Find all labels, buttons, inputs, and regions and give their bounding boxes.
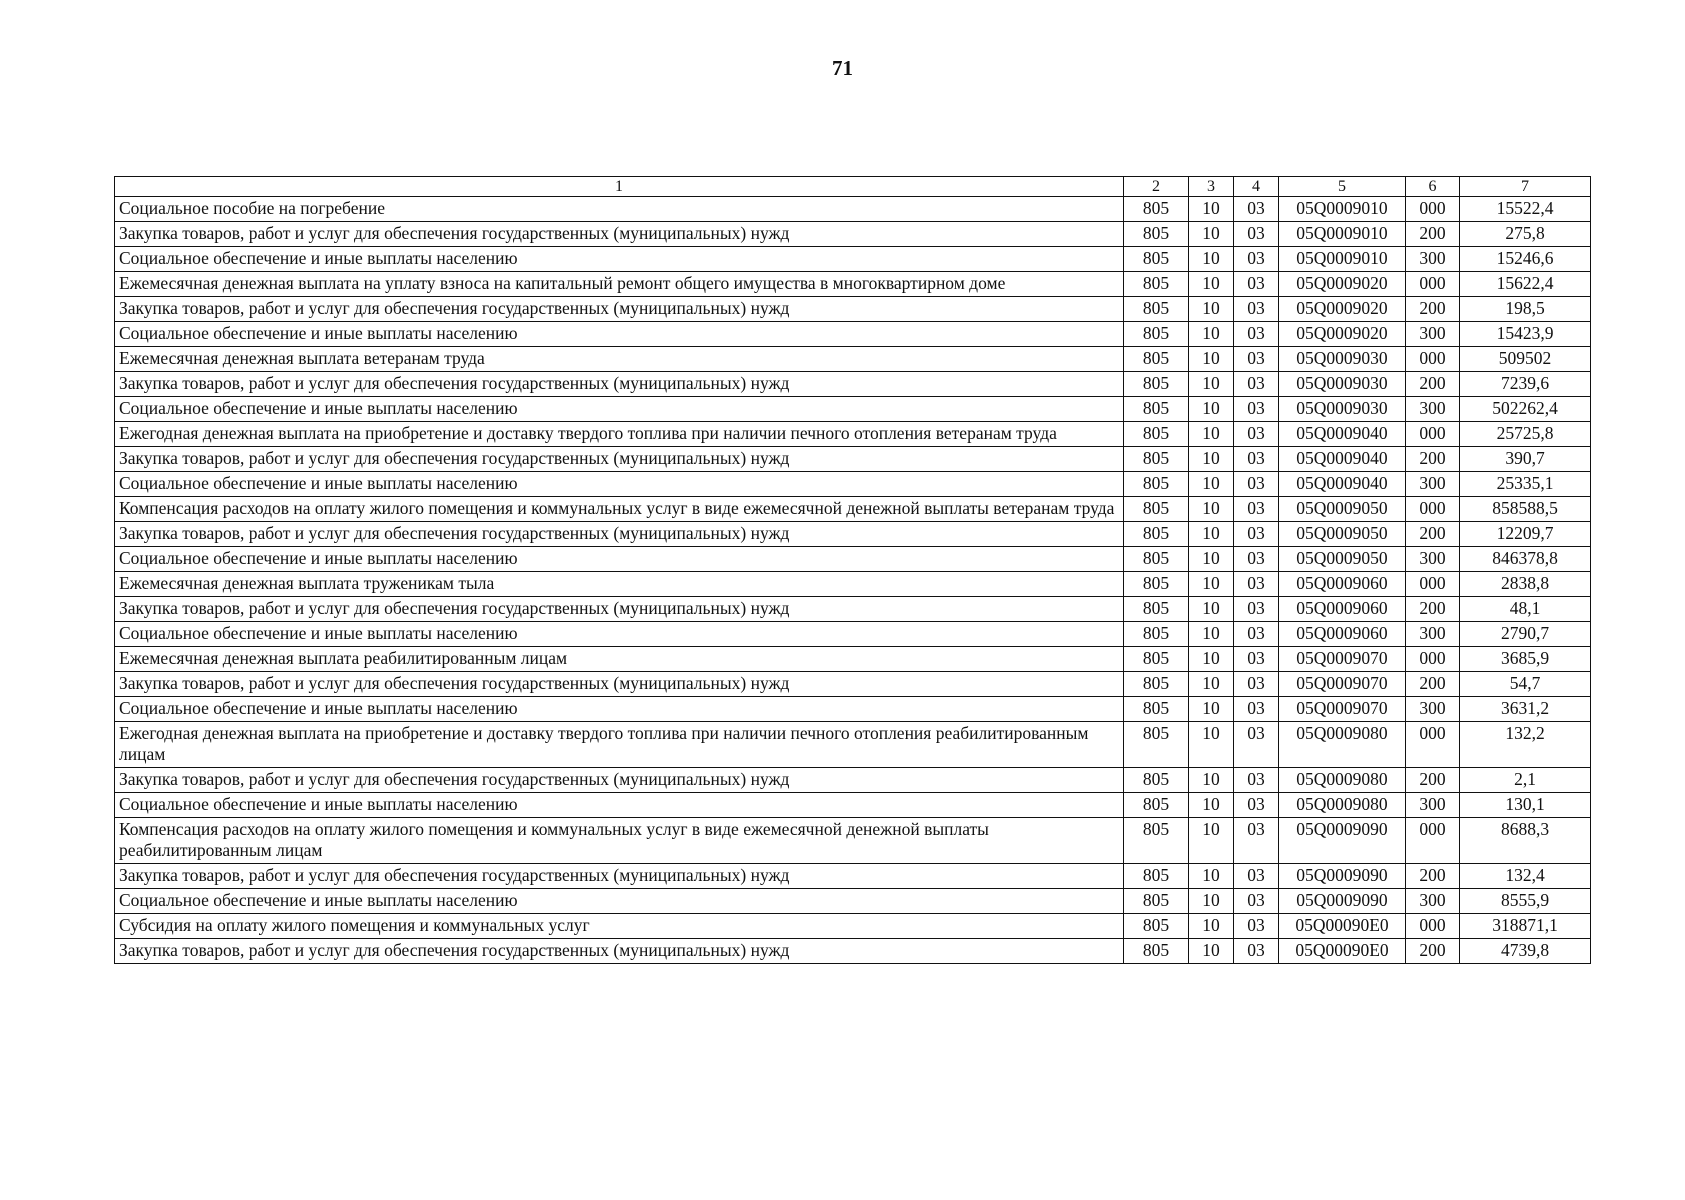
row-name-cell: Социальное обеспечение и иные выплаты населению (115, 622, 1124, 647)
row-code-cell: 805 (1124, 497, 1189, 522)
row-expense-type-cell: 200 (1406, 447, 1460, 472)
table-row (115, 818, 1591, 864)
column-header: 1 (115, 177, 1124, 197)
row-amount-cell: 25335,1 (1460, 472, 1591, 497)
row-expense-type-cell: 300 (1406, 247, 1460, 272)
row-target-article-cell: 05Q0009040 (1279, 472, 1406, 497)
row-amount-cell: 3685,9 (1460, 647, 1591, 672)
row-code-cell: 805 (1124, 472, 1189, 497)
row-amount-cell: 8555,9 (1460, 889, 1591, 914)
row-expense-type-cell: 300 (1406, 889, 1460, 914)
row-name-cell: Закупка товаров, работ и услуг для обеспечения государственных (муниципальных) нужд (115, 297, 1124, 322)
row-target-article-cell: 05Q0009010 (1279, 247, 1406, 272)
row-subsection-cell: 03 (1234, 522, 1279, 547)
row-subsection-cell: 03 (1234, 597, 1279, 622)
row-target-article-cell: 05Q0009050 (1279, 522, 1406, 547)
row-subsection-cell: 03 (1234, 793, 1279, 818)
row-name-cell: Социальное обеспечение и иные выплаты населению (115, 322, 1124, 347)
row-name-cell: Закупка товаров, работ и услуг для обеспечения государственных (муниципальных) нужд (115, 597, 1124, 622)
row-subsection-cell: 03 (1234, 722, 1279, 768)
row-target-article-cell: 05Q0009040 (1279, 422, 1406, 447)
row-code-cell: 805 (1124, 222, 1189, 247)
row-subsection-cell: 03 (1234, 422, 1279, 447)
row-subsection-cell: 03 (1234, 197, 1279, 222)
row-name-cell: Ежегодная денежная выплата на приобретение и доставку твердого топлива при наличии печного отопления реабилитированным лицам (115, 722, 1124, 768)
row-amount-cell: 846378,8 (1460, 547, 1591, 572)
row-expense-type-cell: 300 (1406, 322, 1460, 347)
row-section-cell: 10 (1189, 497, 1234, 522)
row-subsection-cell: 03 (1234, 768, 1279, 793)
row-code-cell: 805 (1124, 889, 1189, 914)
row-expense-type-cell: 300 (1406, 547, 1460, 572)
row-expense-type-cell: 000 (1406, 197, 1460, 222)
row-name-cell: Закупка товаров, работ и услуг для обеспечения государственных (муниципальных) нужд (115, 768, 1124, 793)
row-name-cell: Социальное обеспечение и иные выплаты населению (115, 247, 1124, 272)
row-name-cell: Социальное обеспечение и иные выплаты населению (115, 547, 1124, 572)
column-header: 4 (1234, 177, 1279, 197)
page-number: 71 (832, 56, 853, 80)
row-name-cell: Ежемесячная денежная выплата ветеранам труда (115, 347, 1124, 372)
row-expense-type-cell: 200 (1406, 222, 1460, 247)
row-expense-type-cell: 200 (1406, 522, 1460, 547)
row-name-cell: Закупка товаров, работ и услуг для обеспечения государственных (муниципальных) нужд (115, 372, 1124, 397)
row-amount-cell: 390,7 (1460, 447, 1591, 472)
row-amount-cell: 15522,4 (1460, 197, 1591, 222)
row-section-cell: 10 (1189, 372, 1234, 397)
row-name-cell: Ежемесячная денежная выплата на уплату взноса на капитальный ремонт общего имущества в многоквартирном доме (115, 272, 1124, 297)
row-name-cell: Закупка товаров, работ и услуг для обеспечения государственных (муниципальных) нужд (115, 447, 1124, 472)
table-row (115, 672, 1591, 697)
row-target-article-cell: 05Q0009050 (1279, 497, 1406, 522)
row-amount-cell: 509502 (1460, 347, 1591, 372)
row-code-cell: 805 (1124, 247, 1189, 272)
row-name-cell: Социальное обеспечение и иные выплаты населению (115, 793, 1124, 818)
row-section-cell: 10 (1189, 914, 1234, 939)
row-code-cell: 805 (1124, 572, 1189, 597)
row-amount-cell: 132,2 (1460, 722, 1591, 768)
table-row (115, 422, 1591, 447)
table-row (115, 547, 1591, 572)
row-subsection-cell: 03 (1234, 272, 1279, 297)
row-amount-cell: 54,7 (1460, 672, 1591, 697)
column-header: 7 (1460, 177, 1591, 197)
row-subsection-cell: 03 (1234, 818, 1279, 864)
row-expense-type-cell: 200 (1406, 297, 1460, 322)
row-target-article-cell: 05Q0009090 (1279, 864, 1406, 889)
table-row (115, 447, 1591, 472)
row-name-cell: Закупка товаров, работ и услуг для обеспечения государственных (муниципальных) нужд (115, 672, 1124, 697)
table-row (115, 497, 1591, 522)
row-subsection-cell: 03 (1234, 497, 1279, 522)
row-code-cell: 805 (1124, 939, 1189, 964)
table-row (115, 939, 1591, 964)
row-code-cell: 805 (1124, 272, 1189, 297)
row-code-cell: 805 (1124, 768, 1189, 793)
row-section-cell: 10 (1189, 397, 1234, 422)
row-subsection-cell: 03 (1234, 864, 1279, 889)
row-target-article-cell: 05Q0009070 (1279, 647, 1406, 672)
row-amount-cell: 858588,5 (1460, 497, 1591, 522)
table-row (115, 889, 1591, 914)
row-section-cell: 10 (1189, 622, 1234, 647)
table-row (115, 372, 1591, 397)
table-row (115, 597, 1591, 622)
row-name-cell: Закупка товаров, работ и услуг для обеспечения государственных (муниципальных) нужд (115, 939, 1124, 964)
row-subsection-cell: 03 (1234, 447, 1279, 472)
row-subsection-cell: 03 (1234, 297, 1279, 322)
column-header: 2 (1124, 177, 1189, 197)
row-name-cell: Социальное обеспечение и иные выплаты населению (115, 472, 1124, 497)
row-target-article-cell: 05Q00090E0 (1279, 939, 1406, 964)
row-amount-cell: 275,8 (1460, 222, 1591, 247)
table-row (115, 622, 1591, 647)
table-row (115, 768, 1591, 793)
row-expense-type-cell: 000 (1406, 347, 1460, 372)
row-name-cell: Закупка товаров, работ и услуг для обеспечения государственных (муниципальных) нужд (115, 522, 1124, 547)
row-amount-cell: 198,5 (1460, 297, 1591, 322)
row-amount-cell: 4739,8 (1460, 939, 1591, 964)
row-section-cell: 10 (1189, 547, 1234, 572)
row-code-cell: 805 (1124, 647, 1189, 672)
row-subsection-cell: 03 (1234, 347, 1279, 372)
row-section-cell: 10 (1189, 793, 1234, 818)
row-name-cell: Закупка товаров, работ и услуг для обеспечения государственных (муниципальных) нужд (115, 864, 1124, 889)
row-amount-cell: 2790,7 (1460, 622, 1591, 647)
row-subsection-cell: 03 (1234, 222, 1279, 247)
row-code-cell: 805 (1124, 372, 1189, 397)
row-subsection-cell: 03 (1234, 547, 1279, 572)
row-name-cell: Социальное обеспечение и иные выплаты населению (115, 697, 1124, 722)
table-row (115, 647, 1591, 672)
column-header: 6 (1406, 177, 1460, 197)
row-amount-cell: 25725,8 (1460, 422, 1591, 447)
row-target-article-cell: 05Q0009060 (1279, 572, 1406, 597)
row-target-article-cell: 05Q0009040 (1279, 447, 1406, 472)
row-target-article-cell: 05Q0009080 (1279, 768, 1406, 793)
row-target-article-cell: 05Q0009080 (1279, 793, 1406, 818)
row-amount-cell: 2838,8 (1460, 572, 1591, 597)
row-amount-cell: 15246,6 (1460, 247, 1591, 272)
row-section-cell: 10 (1189, 818, 1234, 864)
row-code-cell: 805 (1124, 697, 1189, 722)
row-target-article-cell: 05Q0009060 (1279, 597, 1406, 622)
row-code-cell: 805 (1124, 522, 1189, 547)
row-name-cell: Закупка товаров, работ и услуг для обеспечения государственных (муниципальных) нужд (115, 222, 1124, 247)
row-subsection-cell: 03 (1234, 247, 1279, 272)
row-expense-type-cell: 300 (1406, 793, 1460, 818)
row-subsection-cell: 03 (1234, 672, 1279, 697)
row-section-cell: 10 (1189, 572, 1234, 597)
row-section-cell: 10 (1189, 472, 1234, 497)
row-amount-cell: 130,1 (1460, 793, 1591, 818)
row-amount-cell: 15622,4 (1460, 272, 1591, 297)
row-subsection-cell: 03 (1234, 647, 1279, 672)
table-row (115, 272, 1591, 297)
table-row (115, 572, 1591, 597)
row-subsection-cell: 03 (1234, 572, 1279, 597)
row-code-cell: 805 (1124, 397, 1189, 422)
row-subsection-cell: 03 (1234, 622, 1279, 647)
table-row (115, 864, 1591, 889)
row-section-cell: 10 (1189, 864, 1234, 889)
row-target-article-cell: 05Q0009030 (1279, 372, 1406, 397)
row-amount-cell: 8688,3 (1460, 818, 1591, 864)
row-section-cell: 10 (1189, 222, 1234, 247)
row-expense-type-cell: 300 (1406, 472, 1460, 497)
row-code-cell: 805 (1124, 914, 1189, 939)
budget-table (114, 176, 1591, 964)
row-subsection-cell: 03 (1234, 372, 1279, 397)
row-target-article-cell: 05Q0009030 (1279, 347, 1406, 372)
row-section-cell: 10 (1189, 322, 1234, 347)
row-section-cell: 10 (1189, 247, 1234, 272)
row-amount-cell: 12209,7 (1460, 522, 1591, 547)
row-section-cell: 10 (1189, 672, 1234, 697)
row-amount-cell: 318871,1 (1460, 914, 1591, 939)
row-code-cell: 805 (1124, 672, 1189, 697)
row-target-article-cell: 05Q0009020 (1279, 297, 1406, 322)
row-name-cell: Социальное обеспечение и иные выплаты населению (115, 889, 1124, 914)
row-amount-cell: 132,4 (1460, 864, 1591, 889)
row-target-article-cell: 05Q0009050 (1279, 547, 1406, 572)
row-amount-cell: 15423,9 (1460, 322, 1591, 347)
row-expense-type-cell: 200 (1406, 864, 1460, 889)
row-section-cell: 10 (1189, 722, 1234, 768)
table-row (115, 472, 1591, 497)
row-expense-type-cell: 000 (1406, 647, 1460, 672)
row-expense-type-cell: 300 (1406, 697, 1460, 722)
row-section-cell: 10 (1189, 768, 1234, 793)
table-row (115, 197, 1591, 222)
row-subsection-cell: 03 (1234, 914, 1279, 939)
column-header: 5 (1279, 177, 1406, 197)
row-expense-type-cell: 000 (1406, 272, 1460, 297)
row-expense-type-cell: 000 (1406, 422, 1460, 447)
row-expense-type-cell: 000 (1406, 818, 1460, 864)
row-section-cell: 10 (1189, 297, 1234, 322)
row-section-cell: 10 (1189, 697, 1234, 722)
row-expense-type-cell: 200 (1406, 597, 1460, 622)
table-row (115, 793, 1591, 818)
row-subsection-cell: 03 (1234, 697, 1279, 722)
row-section-cell: 10 (1189, 447, 1234, 472)
table-row (115, 722, 1591, 768)
row-code-cell: 805 (1124, 818, 1189, 864)
row-target-article-cell: 05Q0009090 (1279, 889, 1406, 914)
row-code-cell: 805 (1124, 722, 1189, 768)
row-target-article-cell: 05Q0009080 (1279, 722, 1406, 768)
table-row (115, 247, 1591, 272)
table-row (115, 297, 1591, 322)
row-subsection-cell: 03 (1234, 397, 1279, 422)
row-expense-type-cell: 300 (1406, 397, 1460, 422)
column-header: 3 (1189, 177, 1234, 197)
row-code-cell: 805 (1124, 597, 1189, 622)
row-section-cell: 10 (1189, 272, 1234, 297)
table-row (115, 914, 1591, 939)
row-name-cell: Компенсация расходов на оплату жилого помещения и коммунальных услуг в виде ежемесячной денежной выплаты реабилитированным лицам (115, 818, 1124, 864)
row-expense-type-cell: 000 (1406, 914, 1460, 939)
row-section-cell: 10 (1189, 422, 1234, 447)
row-amount-cell: 502262,4 (1460, 397, 1591, 422)
row-section-cell: 10 (1189, 889, 1234, 914)
row-target-article-cell: 05Q0009030 (1279, 397, 1406, 422)
row-code-cell: 805 (1124, 447, 1189, 472)
row-code-cell: 805 (1124, 793, 1189, 818)
row-target-article-cell: 05Q0009010 (1279, 197, 1406, 222)
row-expense-type-cell: 300 (1406, 622, 1460, 647)
row-name-cell: Компенсация расходов на оплату жилого помещения и коммунальных услуг в виде ежемесячной денежной выплаты ветеранам труда (115, 497, 1124, 522)
row-code-cell: 805 (1124, 297, 1189, 322)
row-target-article-cell: 05Q0009090 (1279, 818, 1406, 864)
row-section-cell: 10 (1189, 939, 1234, 964)
row-code-cell: 805 (1124, 622, 1189, 647)
row-expense-type-cell: 200 (1406, 672, 1460, 697)
row-name-cell: Ежегодная денежная выплата на приобретение и доставку твердого топлива при наличии печного отопления ветеранам труда (115, 422, 1124, 447)
row-code-cell: 805 (1124, 422, 1189, 447)
table-row (115, 347, 1591, 372)
row-name-cell: Ежемесячная денежная выплата труженикам тыла (115, 572, 1124, 597)
row-expense-type-cell: 000 (1406, 497, 1460, 522)
row-subsection-cell: 03 (1234, 472, 1279, 497)
row-subsection-cell: 03 (1234, 889, 1279, 914)
row-expense-type-cell: 200 (1406, 372, 1460, 397)
row-code-cell: 805 (1124, 347, 1189, 372)
row-section-cell: 10 (1189, 522, 1234, 547)
row-target-article-cell: 05Q0009060 (1279, 622, 1406, 647)
row-target-article-cell: 05Q00090E0 (1279, 914, 1406, 939)
row-section-cell: 10 (1189, 647, 1234, 672)
row-name-cell: Ежемесячная денежная выплата реабилитированным лицам (115, 647, 1124, 672)
row-target-article-cell: 05Q0009010 (1279, 222, 1406, 247)
row-expense-type-cell: 200 (1406, 768, 1460, 793)
row-section-cell: 10 (1189, 197, 1234, 222)
table-row (115, 522, 1591, 547)
row-code-cell: 805 (1124, 197, 1189, 222)
row-name-cell: Социальное обеспечение и иные выплаты населению (115, 397, 1124, 422)
header-row (115, 177, 1591, 197)
row-target-article-cell: 05Q0009070 (1279, 672, 1406, 697)
row-subsection-cell: 03 (1234, 322, 1279, 347)
row-name-cell: Субсидия на оплату жилого помещения и коммунальных услуг (115, 914, 1124, 939)
row-expense-type-cell: 000 (1406, 572, 1460, 597)
row-code-cell: 805 (1124, 322, 1189, 347)
row-section-cell: 10 (1189, 597, 1234, 622)
row-expense-type-cell: 000 (1406, 722, 1460, 768)
row-code-cell: 805 (1124, 864, 1189, 889)
table-row (115, 697, 1591, 722)
row-subsection-cell: 03 (1234, 939, 1279, 964)
table-body (115, 197, 1591, 964)
row-name-cell: Социальное пособие на погребение (115, 197, 1124, 222)
row-code-cell: 805 (1124, 547, 1189, 572)
row-amount-cell: 2,1 (1460, 768, 1591, 793)
row-amount-cell: 7239,6 (1460, 372, 1591, 397)
table-row (115, 397, 1591, 422)
row-section-cell: 10 (1189, 347, 1234, 372)
table-row (115, 222, 1591, 247)
row-expense-type-cell: 200 (1406, 939, 1460, 964)
row-target-article-cell: 05Q0009070 (1279, 697, 1406, 722)
row-target-article-cell: 05Q0009020 (1279, 322, 1406, 347)
row-amount-cell: 48,1 (1460, 597, 1591, 622)
table-row (115, 322, 1591, 347)
row-amount-cell: 3631,2 (1460, 697, 1591, 722)
row-target-article-cell: 05Q0009020 (1279, 272, 1406, 297)
